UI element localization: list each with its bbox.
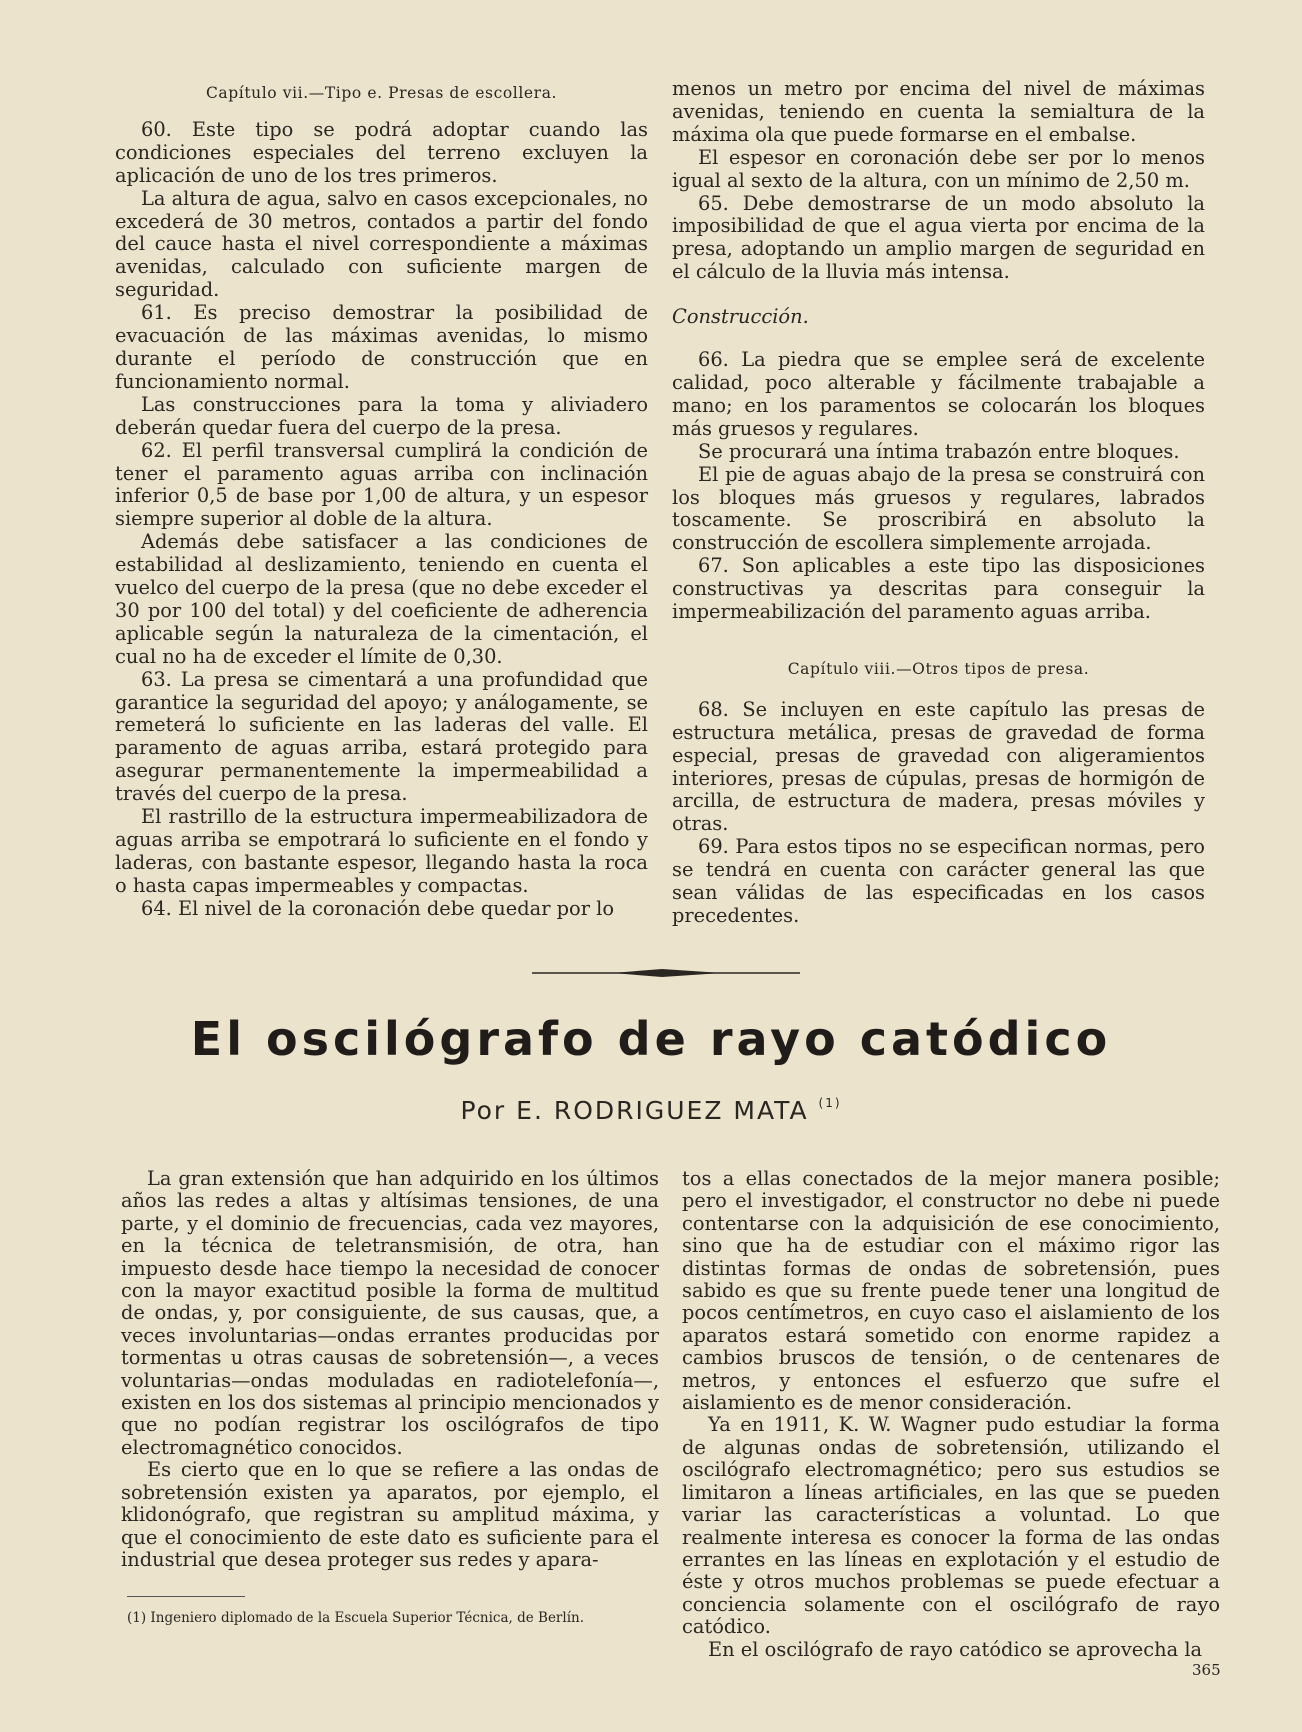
paragraph: La altura de agua, salvo en casos excepcionales, no excederá de 30 metros, contados a partir del fondo del cauce hasta el nivel correspondiente a máximas avenidas, calculado con suficiente margen de seguridad. [115,186,648,302]
paragraph: 64. El nivel de la coronación debe quedar por lo [141,896,615,920]
footnote-rule [127,1596,245,1597]
article-title: El oscilógrafo de rayo catódico [190,1012,1112,1066]
paragraph: 61. Es preciso demostrar la posibilidad de evacuación de las máximas avenidas, lo mismo durante el período de construcción que en funcionamiento normal. [115,301,648,393]
paragraph: 66. La piedra que se emplee será de excelente calidad, poco alterable y fácilmente trabajable a mano; en los paramentos se colocarán los bloques más gruesos y regulares. [672,348,1205,440]
chapter7-left-column [115,82,648,921]
paragraph: Además debe satisfacer a las condiciones de estabilidad al deslizamiento, teniendo en cuenta el vuelco del cuerpo de la presa (que no debe exceder el 30 por 100 del total) y del coeficiente de adherencia aplicable según la naturaleza de la cimentación, el cual no ha de exceder el límite de 0,30. [115,530,648,668]
paragraph: 69. Para estos tipos no se especifican normas, pero se tendrá en cuenta con carácter general las que sean válidas de las especificadas en los casos precedentes. [672,835,1205,927]
footnote-mark: (1) [818,1096,842,1110]
article-right-column [682,1168,1220,1661]
paragraph: La gran extensión que han adquirido en los últimos años las redes a altas y altísimas tensiones, de una parte, y el dominio de frecuencias, cada vez mayores, en la técnica de teletransmisión, de otra, han impuesto desde hace tiempo la necesidad de conocer con la mayor exactitud posible la forma de multitud de ondas, y, por consiguiente, de sus causas, que, a veces involuntarias—ondas errantes producidas por tormentas u otras causas de sobretensión—, a veces voluntarias—ondas moduladas en radiotelefonía—, existen en los dos sistemas al principio mencionados y que no podían registrar los oscilógrafos de tipo electromagnético conocidos. [121,1167,659,1459]
chapter7-heading: Capítulo vii.—Tipo e. Presas de escollera. [205,84,558,102]
paragraph: 68. Se incluyen en este capítulo las presas de estructura metálica, presas de gravedad de forma especial, presas de gravedad con aligeramientos interiores, presas de cúpulas, presas de hormigón de arcilla, de estructura de madera, presas móviles y otras. [672,697,1205,836]
paragraph: 65. Debe demostrarse de un modo absoluto la imposibilidad de que el agua vierta por encima de la presa, adoptando un amplio margen de seguridad en el cálculo de la lluvia más intensa. [672,191,1205,284]
paragraph: En el oscilógrafo de rayo catódico se aprovecha la [708,1637,1203,1661]
paragraph: El rastrillo de la estructura impermeabilizadora de aguas arriba se empotrará lo suficiente en el fondo y laderas, con bastante espesor, llegando hasta la roca o hasta capas impermeables y compactas. [115,805,648,897]
paragraph: El pie de aguas abajo de la presa se construirá con los bloques más gruesos y regulares, labrados toscamente. Se proscribirá en absoluto la construcción de escollera simplemente arrojada. [672,462,1205,555]
paragraph: Es cierto que en lo que se refiere a las ondas de sobretensión existen ya aparatos, por ejemplo, el klidonógrafo, que registran su amplitud máxima, y que el conocimiento de este dato es suficiente para el industrial que desea proteger sus redes y apara- [121,1458,659,1571]
page-number: 365 [1192,1661,1221,1679]
author-name: E. RODRIGUEZ MATA [516,1096,809,1125]
paragraph: 63. La presa se cimentará a una profundidad que garantice la seguridad del apoyo; y análogamente, se remeterá lo suficiente en las laderas del valle. El paramento de aguas arriba, estará protegido para asegurar permanentemente la impermeabilidad a través del cuerpo de la presa. [115,667,648,806]
section-heading: Construcción. [672,305,809,329]
footnote: (1) Ingeniero diplomado de la Escuela Superior Técnica, de Berlín. [127,1610,585,1626]
chapter8-heading: Capítulo viii.—Otros tipos de presa. [787,659,1090,678]
chapter7-right-column [672,78,1205,928]
paragraph: El espesor en coronación debe ser por lo menos igual al sexto de la altura, con un mínimo de 2,50 m. [672,145,1205,192]
paragraph: 60. Este tipo se podrá adoptar cuando las condiciones especiales del terreno excluyen la aplicación de uno de los tres primeros. [115,117,648,187]
article-left-column [121,1168,659,1571]
byline-prefix: Por [460,1096,507,1125]
ornament-rule [532,966,800,980]
paragraph: tos a ellas conectados de la mejor manera posible; pero el investigador, el constructor no debe ni puede contentarse con la adquisición de ese conocimiento, sino que ha de estudiar con el máximo rigor las distintas formas de ondas de sobretensión, pues sabido es que su frente puede tener una longitud de pocos centímetros, en cuyo caso el aislamiento de los aparatos estará sometido con enorme rapidez a cambios bruscos de tensión, o de centenares de metros, y entonces el esfuerzo que sufre el aislamiento es de menor consideración. [682,1167,1220,1415]
paragraph: 67. Son aplicables a este tipo las disposiciones constructivas ya descritas para conseguir la impermeabilización del paramento aguas arriba. [672,554,1205,624]
paragraph: Las construcciones para la toma y aliviadero deberán quedar fuera del cuerpo de la presa. [115,392,648,439]
paragraph: 62. El perfil transversal cumplirá la condición de tener el paramento aguas arriba con inclinación inferior 0,5 de base por 1,00 de altura, y un espesor siempre superior al doble de la altura. [115,438,648,531]
paragraph: menos un metro por encima del nivel de máximas avenidas, teniendo en cuenta la semialtura de la máxima ola que puede formarse en el embalse. [672,77,1205,146]
paragraph: Se procurará una íntima trabazón entre bloques. [698,439,1180,463]
paragraph: Ya en 1911, K. W. Wagner pudo estudiar la forma de algunas ondas de sobretensión, utilizando el oscilógrafo electromagnético; pero sus estudios se limitaron a líneas artificiales, en las que se pueden variar las características a voluntad. Lo que realmente interesa es conocer la forma de las ondas errantes en las líneas en explotación y el estudio de éste y otros muchos problemas se puede efectuar a conciencia solamente con el oscilógrafo de rayo catódico. [682,1413,1220,1639]
byline [0,1096,1302,1125]
